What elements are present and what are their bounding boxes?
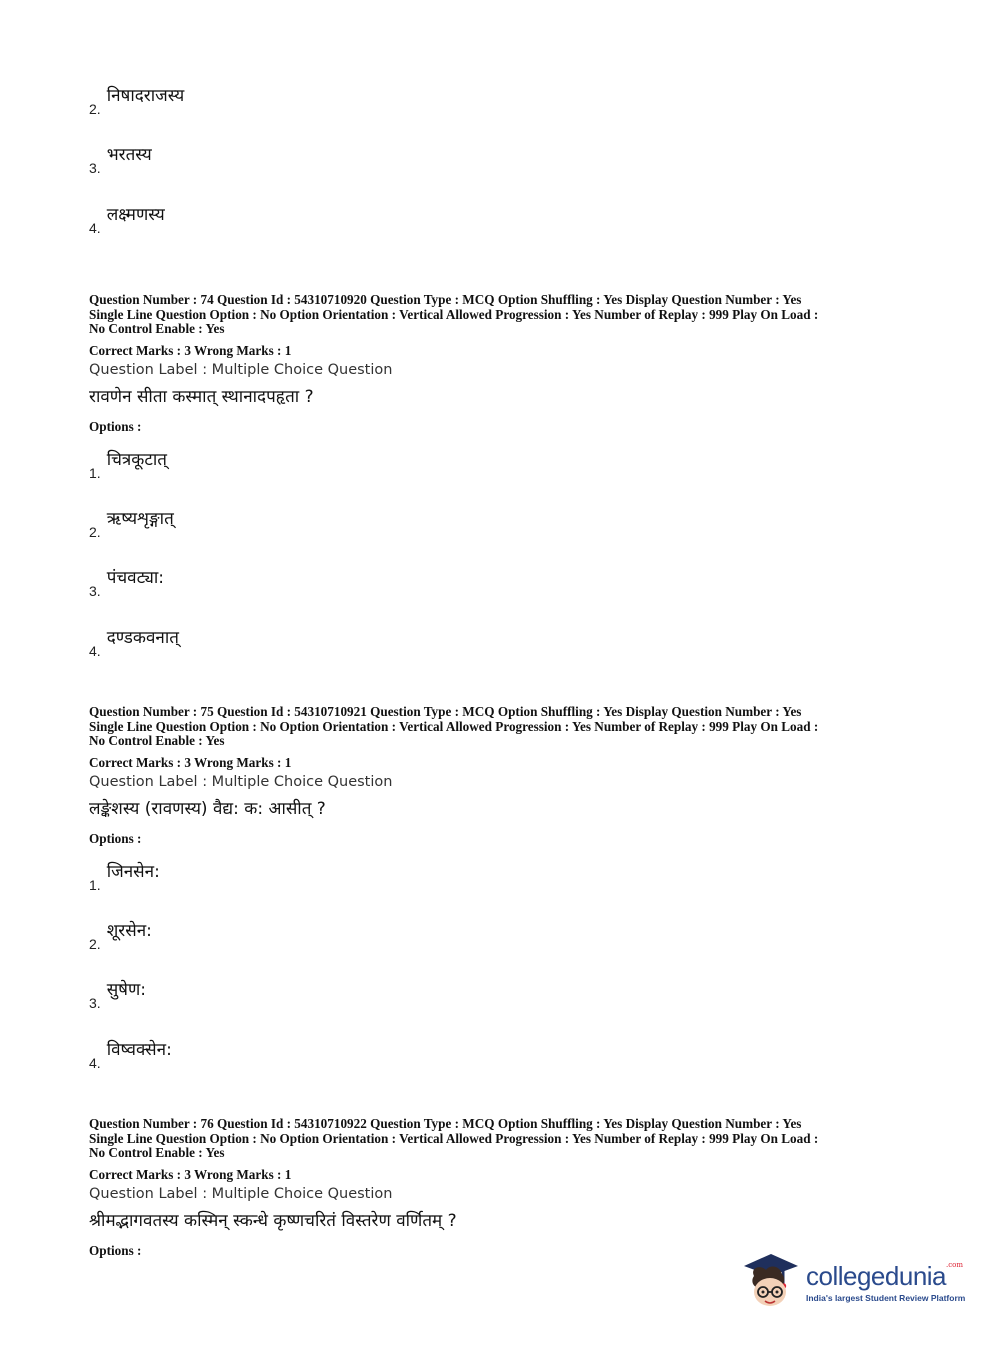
option-text: ऋष्यशृङ्गात् bbox=[106, 509, 174, 529]
q74-option-2[interactable] bbox=[89, 509, 174, 540]
question-meta-line: Question Number : 76 Question Id : 54310710922 Question Type : MCQ Option Shuffling : Yes Display Question Number : Yes bbox=[89, 1116, 802, 1131]
question-label: Question Label : Multiple Choice Question bbox=[89, 1185, 393, 1202]
logo-name: collegedunia bbox=[806, 1260, 947, 1291]
question-block-74 bbox=[89, 293, 919, 435]
question-meta-line: Question Number : 75 Question Id : 54310710921 Question Type : MCQ Option Shuffling : Yes Display Question Number : Yes bbox=[89, 704, 802, 719]
q74-option-1[interactable] bbox=[89, 450, 167, 481]
option-text: विष्वक्सेन: bbox=[106, 1040, 172, 1060]
question-meta-line: No Control Enable : Yes bbox=[89, 1145, 225, 1160]
question-block-75 bbox=[89, 705, 919, 847]
question-label: Question Label : Multiple Choice Question bbox=[89, 361, 393, 378]
option-number: 2. bbox=[89, 101, 101, 117]
option-number: 1. bbox=[89, 465, 101, 481]
question-text: लङ्केशस्य (रावणस्य) वैद्य: क: आसीत् ? bbox=[89, 798, 326, 819]
option-number: 3. bbox=[89, 995, 101, 1011]
logo-tagline: India's largest Student Review Platform bbox=[806, 1292, 966, 1303]
option-number: 4. bbox=[89, 643, 101, 659]
option-text: चित्रकूटात् bbox=[106, 450, 167, 470]
collegedunia-logo bbox=[742, 1249, 972, 1314]
question-meta-line: Single Line Question Option : No Option Orientation : Vertical Allowed Progression : Yes Number of Replay : 999 Play On Load : bbox=[89, 718, 819, 734]
option-number: 4. bbox=[89, 1055, 101, 1071]
q75-option-3[interactable] bbox=[89, 980, 147, 1011]
option-text: सुषेण: bbox=[106, 980, 147, 1000]
option-text: शूरसेन: bbox=[106, 921, 152, 941]
q74-option-4[interactable] bbox=[89, 628, 179, 659]
q75-option-4[interactable] bbox=[89, 1040, 172, 1071]
mascot-icon bbox=[742, 1252, 800, 1312]
question-meta-line: Single Line Question Option : No Option Orientation : Vertical Allowed Progression : Yes Number of Replay : 999 Play On Load : bbox=[89, 306, 819, 322]
option-number: 4. bbox=[89, 220, 101, 236]
option-text: निषादराजस्य bbox=[106, 86, 185, 106]
q75-option-2[interactable] bbox=[89, 921, 152, 952]
option-text: जिनसेन: bbox=[106, 862, 160, 882]
question-block-76 bbox=[89, 1117, 919, 1259]
question-marks: Correct Marks : 3 Wrong Marks : 1 bbox=[89, 1166, 292, 1182]
question-marks: Correct Marks : 3 Wrong Marks : 1 bbox=[89, 342, 292, 358]
option-number: 2. bbox=[89, 524, 101, 540]
question-meta-line: No Control Enable : Yes bbox=[89, 733, 225, 748]
option-number: 3. bbox=[89, 583, 101, 599]
option-text: भरतस्य bbox=[106, 145, 152, 165]
q75-option-1[interactable] bbox=[89, 862, 160, 893]
question-meta-line: No Control Enable : Yes bbox=[89, 321, 225, 336]
option-number: 2. bbox=[89, 936, 101, 952]
question-meta-line: Single Line Question Option : No Option Orientation : Vertical Allowed Progression : Yes Number of Replay : 999 Play On Load : bbox=[89, 1130, 819, 1146]
option-number: 1. bbox=[89, 877, 101, 893]
option-text: पंचवट्या: bbox=[106, 568, 164, 588]
option-4[interactable] bbox=[89, 205, 165, 236]
options-label: Options : bbox=[89, 830, 142, 846]
option-2[interactable] bbox=[89, 86, 185, 117]
question-text: रावणेन सीता कस्मात् स्थानादपहृता ? bbox=[89, 386, 314, 407]
option-number: 3. bbox=[89, 160, 101, 176]
question-meta-line: Question Number : 74 Question Id : 54310710920 Question Type : MCQ Option Shuffling : Yes Display Question Number : Yes bbox=[89, 292, 802, 307]
logo-suffix: .com bbox=[946, 1260, 964, 1269]
question-marks: Correct Marks : 3 Wrong Marks : 1 bbox=[89, 754, 292, 770]
options-label: Options : bbox=[89, 418, 142, 434]
q74-option-3[interactable] bbox=[89, 568, 164, 599]
option-text: लक्ष्मणस्य bbox=[106, 205, 165, 225]
option-text: दण्डकवनात् bbox=[106, 628, 179, 648]
question-text: श्रीमद्भागवतस्य कस्मिन् स्कन्धे कृष्णचरितं विस्तरेण वर्णितम् ? bbox=[89, 1210, 457, 1231]
options-label: Options : bbox=[89, 1242, 142, 1258]
option-3[interactable] bbox=[89, 145, 152, 176]
question-label: Question Label : Multiple Choice Question bbox=[89, 773, 393, 790]
